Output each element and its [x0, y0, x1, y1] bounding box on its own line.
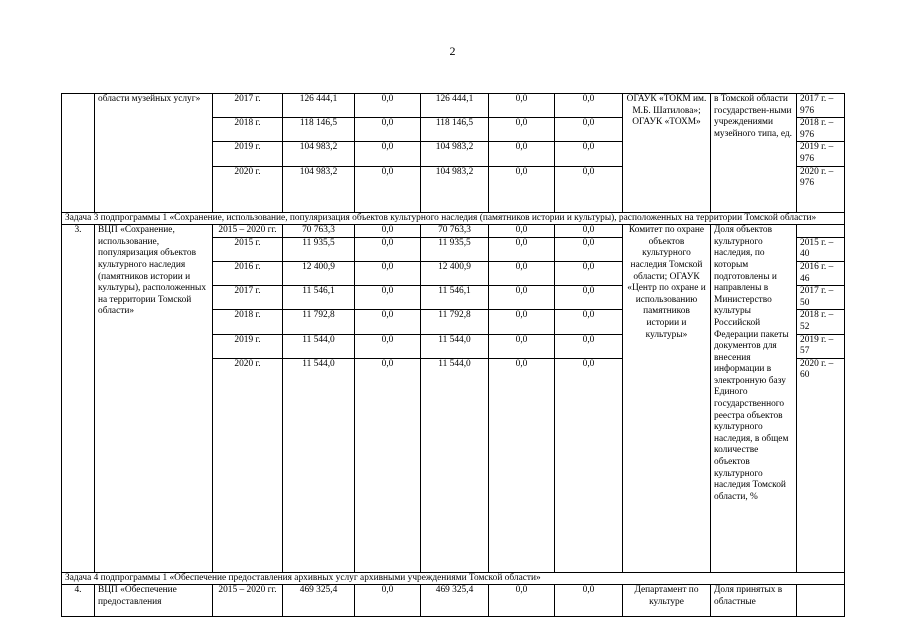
other-cell: 0,0 [555, 334, 623, 358]
year-cell: 2015 г. [213, 237, 283, 261]
regional-cell: 11 544,0 [421, 358, 489, 572]
executor-cell: Комитет по охране объектов культурного наследия Томской области; ОГАУК «Центр по охране и использованию памятников истории и культуры» [623, 225, 711, 573]
total-cell: 12 400,9 [283, 261, 355, 285]
target-cell [797, 585, 845, 617]
target-cell: 2019 г. – 976 [797, 142, 845, 166]
other-cell: 0,0 [555, 118, 623, 142]
other-cell: 0,0 [555, 358, 623, 572]
municipal-cell: 0,0 [489, 225, 555, 238]
municipal-cell: 0,0 [489, 166, 555, 212]
target-cell: 2017 г. – 50 [797, 286, 845, 310]
other-cell: 0,0 [555, 225, 623, 238]
year-cell: 2017 г. [213, 286, 283, 310]
municipal-cell: 0,0 [489, 310, 555, 334]
table-row [62, 585, 845, 617]
task-row [62, 212, 845, 225]
municipal-cell: 0,0 [489, 585, 555, 617]
other-cell: 0,0 [555, 166, 623, 212]
municipal-cell: 0,0 [489, 358, 555, 572]
target-cell: 2017 г. – 976 [797, 94, 845, 118]
task-3-heading: Задача 3 подпрограммы 1 «Сохранение, использование, популяризация объектов культурного наследия (памятников истории и культуры), расположенных на территории Томской области» [62, 212, 845, 225]
target-cell: 2020 г. – 976 [797, 166, 845, 212]
other-cell: 0,0 [555, 310, 623, 334]
federal-cell: 0,0 [355, 286, 421, 310]
federal-cell: 0,0 [355, 94, 421, 118]
regional-cell: 469 325,4 [421, 585, 489, 617]
federal-cell: 0,0 [355, 166, 421, 212]
regional-cell: 118 146,5 [421, 118, 489, 142]
year-cell: 2017 г. [213, 94, 283, 118]
target-cell: 2015 г. – 40 [797, 237, 845, 261]
other-cell: 0,0 [555, 237, 623, 261]
target-cell: 2016 г. – 46 [797, 261, 845, 285]
other-cell: 0,0 [555, 94, 623, 118]
municipal-cell: 0,0 [489, 261, 555, 285]
total-cell: 469 325,4 [283, 585, 355, 617]
regional-cell: 104 983,2 [421, 142, 489, 166]
program-name: ВЦП «Сохранение, использование, популяризация объектов культурного наследия (памятников истории и культуры), расположенных на территории Томской области» [95, 225, 213, 573]
target-cell: 2020 г. – 60 [797, 358, 845, 572]
target-cell: 2019 г. – 57 [797, 334, 845, 358]
target-cell: 2018 г. – 52 [797, 310, 845, 334]
municipal-cell: 0,0 [489, 118, 555, 142]
program-name: ВЦП «Обеспечение предоставления [95, 585, 213, 617]
table-row [62, 225, 845, 238]
executor-cell: ОГАУК «ТОКМ им. М.Б. Шатилова»; ОГАУК «ТОХМ» [623, 94, 711, 213]
total-cell: 11 544,0 [283, 334, 355, 358]
municipal-cell: 0,0 [489, 94, 555, 118]
row-number-cell [62, 94, 95, 213]
total-cell: 11 546,1 [283, 286, 355, 310]
municipal-cell: 0,0 [489, 286, 555, 310]
federal-cell: 0,0 [355, 334, 421, 358]
total-cell: 70 763,3 [283, 225, 355, 238]
year-cell: 2019 г. [213, 334, 283, 358]
regional-cell: 11 546,1 [421, 286, 489, 310]
table-row [62, 94, 845, 118]
indicator-cell: в Томской области государствен-ными учреждениями музейного типа, ед. [711, 94, 797, 213]
total-cell: 118 146,5 [283, 118, 355, 142]
target-cell [797, 225, 845, 238]
total-cell: 11 935,5 [283, 237, 355, 261]
total-cell: 104 983,2 [283, 142, 355, 166]
year-cell: 2019 г. [213, 142, 283, 166]
row-number: 4. [62, 585, 95, 617]
municipal-cell: 0,0 [489, 237, 555, 261]
regional-cell: 126 444,1 [421, 94, 489, 118]
total-cell: 11 544,0 [283, 358, 355, 572]
other-cell: 0,0 [555, 585, 623, 617]
federal-cell: 0,0 [355, 142, 421, 166]
year-cell: 2015 – 2020 гг. [213, 225, 283, 238]
federal-cell: 0,0 [355, 237, 421, 261]
year-cell: 2018 г. [213, 310, 283, 334]
target-cell: 2018 г. – 976 [797, 118, 845, 142]
year-cell: 2016 г. [213, 261, 283, 285]
other-cell: 0,0 [555, 142, 623, 166]
federal-cell: 0,0 [355, 310, 421, 334]
executor-cell: Департамент по культуре [623, 585, 711, 617]
indicator-cell: Доля объектов культурного наследия, по которым подготовлены и направлены в Министерство культуры Российской Федерации пакеты документов для внесения информации в электронную базу Единого государственного реестра объектов культурного наследия, в общем количестве объектов культурного наследия Томской области, % [711, 225, 797, 573]
task-row [62, 572, 845, 585]
regional-cell: 11 935,5 [421, 237, 489, 261]
federal-cell: 0,0 [355, 585, 421, 617]
row-number: 3. [62, 225, 95, 573]
municipal-cell: 0,0 [489, 142, 555, 166]
program-name: области музейных услуг» [95, 94, 213, 213]
federal-cell: 0,0 [355, 358, 421, 572]
federal-cell: 0,0 [355, 261, 421, 285]
total-cell: 11 792,8 [283, 310, 355, 334]
regional-cell: 104 983,2 [421, 166, 489, 212]
federal-cell: 0,0 [355, 118, 421, 142]
year-cell: 2020 г. [213, 358, 283, 572]
indicator-cell: Доля принятых в областные [711, 585, 797, 617]
total-cell: 104 983,2 [283, 166, 355, 212]
total-cell: 126 444,1 [283, 94, 355, 118]
federal-cell: 0,0 [355, 225, 421, 238]
regional-cell: 70 763,3 [421, 225, 489, 238]
year-cell: 2020 г. [213, 166, 283, 212]
year-cell: 2015 – 2020 гг. [213, 585, 283, 617]
task-4-heading: Задача 4 подпрограммы 1 «Обеспечение предоставления архивных услуг архивными учреждениями Томской области» [62, 572, 845, 585]
regional-cell: 11 792,8 [421, 310, 489, 334]
page-number: 2 [449, 44, 456, 58]
other-cell: 0,0 [555, 286, 623, 310]
regional-cell: 11 544,0 [421, 334, 489, 358]
municipal-cell: 0,0 [489, 334, 555, 358]
year-cell: 2018 г. [213, 118, 283, 142]
regional-cell: 12 400,9 [421, 261, 489, 285]
other-cell: 0,0 [555, 261, 623, 285]
program-table [61, 93, 845, 617]
